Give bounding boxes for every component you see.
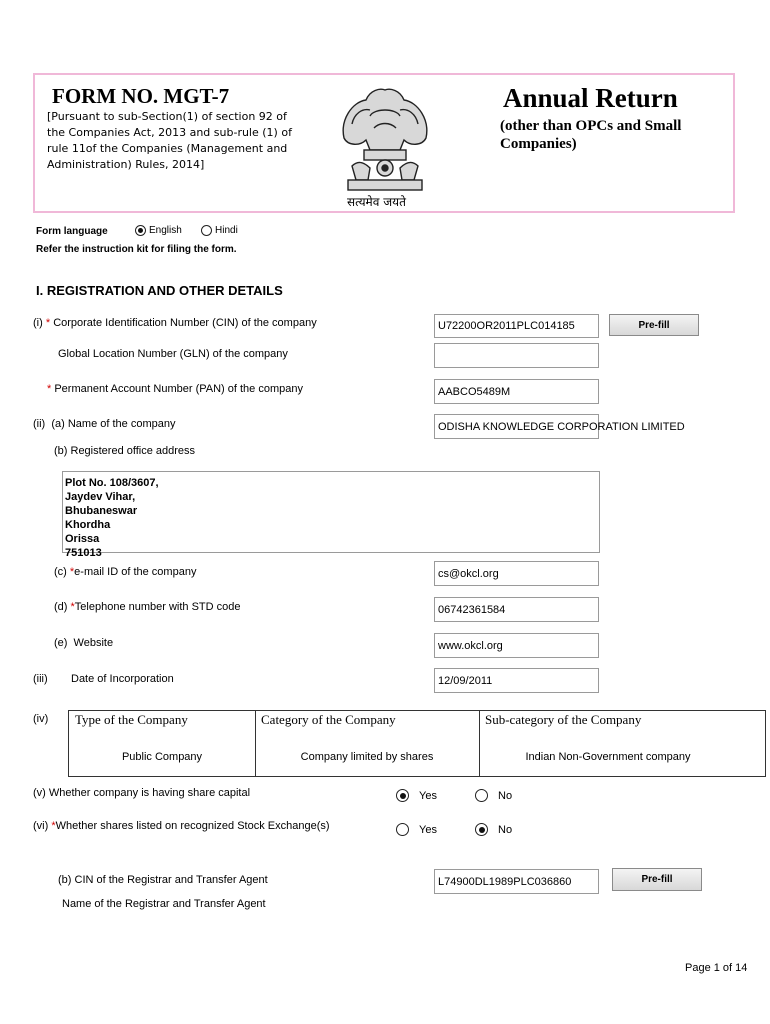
required-star: *	[47, 383, 52, 395]
page-number: Page 1 of 14	[685, 962, 748, 974]
gln-label: Global Location Number (GLN) of the company	[58, 348, 288, 360]
page-title: Annual Return	[503, 83, 678, 113]
table-divider	[255, 711, 256, 776]
cin-label-text: Corporate Identification Number (CIN) of the company	[53, 317, 317, 329]
address-field[interactable]	[62, 471, 600, 559]
company-subcategory-value: Indian Non-Government company	[525, 751, 691, 763]
cin-field[interactable]: U72200OR2011PLC014185	[434, 314, 599, 338]
required-star: *	[69, 566, 75, 578]
share-capital-label: (v) Whether company is having share capital	[33, 787, 251, 799]
rta-name-label: Name of the Registrar and Transfer Agent	[62, 898, 266, 910]
company-type-table	[68, 710, 766, 777]
share-capital-yes-radio[interactable]	[396, 789, 409, 802]
page-subtitle: (other than OPCs and Small Companies)	[500, 118, 682, 152]
email-prefix: (c)	[54, 566, 67, 578]
listed-no-radio[interactable]	[475, 823, 488, 836]
legal-reference: [Pursuant to sub-Section(1) of section 92 of the Companies Act, 2013 and sub-rule (1) of rule 11of the Companies (Management and Administration) Rules, 2014]	[47, 110, 292, 171]
instruction-text: Refer the instruction kit for filing the form.	[36, 244, 237, 255]
listed-yes-option[interactable]	[396, 823, 437, 836]
cin-prefill-button[interactable]: Pre-fill	[609, 314, 699, 336]
table-header-category: Category of the Company	[261, 712, 396, 727]
pan-field[interactable]: AABCO5489M	[434, 379, 599, 404]
cin-prefix: (i)	[33, 317, 43, 329]
email-label	[54, 566, 196, 578]
form-language-label: Form language	[36, 226, 108, 237]
table-header-subcategory: Sub-category of the Company	[485, 712, 642, 727]
language-option-english[interactable]	[135, 225, 182, 236]
address-line: Jaydev Vihar,	[65, 491, 136, 503]
language-option-hindi[interactable]	[201, 225, 238, 236]
address-line: Orissa	[65, 533, 100, 545]
name-prefix: (ii)	[33, 418, 46, 430]
listed-label	[33, 820, 330, 832]
company-type-prefix: (iv)	[33, 713, 49, 725]
listed-no-option[interactable]	[475, 823, 512, 836]
required-star: *	[45, 317, 51, 329]
listed-no-label: No	[498, 823, 513, 836]
incorporation-prefix: (iii)	[33, 673, 48, 685]
email-label-text: e-mail ID of the company	[74, 566, 197, 578]
cin-label	[33, 317, 317, 329]
table-header-type: Type of the Company	[75, 712, 188, 727]
listed-label-text: Whether shares listed on recognized Stock Exchange(s)	[55, 820, 330, 832]
company-name-field[interactable]: ODISHA KNOWLEDGE CORPORATION LIMITED	[434, 414, 599, 439]
website-field[interactable]: www.okcl.org	[434, 633, 599, 658]
share-capital-no-radio[interactable]	[475, 789, 488, 802]
listed-yes-label: Yes	[419, 823, 437, 836]
required-star: *	[70, 601, 75, 613]
state-emblem-icon	[330, 80, 440, 194]
form-number: FORM NO. MGT-7	[52, 84, 230, 108]
address-line: Plot No. 108/3607,	[65, 477, 159, 489]
required-star: *	[51, 820, 56, 832]
phone-field[interactable]: 06742361584	[434, 597, 599, 622]
hindi-label: Hindi	[215, 225, 238, 236]
address-line: 751013	[65, 547, 102, 559]
phone-prefix: (d)	[54, 601, 68, 613]
company-category-value: Company limited by shares	[300, 751, 434, 763]
listed-prefix: (vi)	[33, 820, 49, 832]
address-line: Bhubaneswar	[65, 505, 138, 517]
pan-label-text: Permanent Account Number (PAN) of the company	[54, 383, 303, 395]
email-field[interactable]: cs@okcl.org	[434, 561, 599, 586]
incorporation-date-field[interactable]: 12/09/2011	[434, 668, 599, 693]
section-title: I. REGISTRATION AND OTHER DETAILS	[36, 283, 283, 298]
address-line: Khordha	[65, 519, 111, 531]
rta-cin-label: (b) CIN of the Registrar and Transfer Agent	[58, 874, 268, 886]
hindi-radio[interactable]	[201, 225, 212, 236]
rta-cin-field[interactable]: L74900DL1989PLC036860	[434, 869, 599, 894]
english-label: English	[149, 225, 182, 236]
website-label: (e) Website	[54, 637, 114, 649]
name-label-text: (a) Name of the company	[51, 418, 176, 430]
table-divider	[479, 711, 480, 776]
share-capital-yes-option[interactable]	[396, 789, 437, 802]
share-capital-yes-label: Yes	[419, 789, 437, 802]
pan-label	[47, 383, 303, 395]
phone-label	[54, 601, 241, 613]
company-name-label	[33, 418, 175, 430]
listed-yes-radio[interactable]	[396, 823, 409, 836]
rta-prefill-button[interactable]: Pre-fill	[612, 868, 702, 891]
company-type-value: Public Company	[121, 751, 203, 763]
gln-field[interactable]	[434, 343, 599, 368]
address-label: (b) Registered office address	[54, 445, 196, 457]
emblem-motto: सत्यमेव जयते	[347, 195, 406, 209]
share-capital-no-option[interactable]	[475, 789, 512, 802]
incorporation-label: Date of Incorporation	[71, 673, 174, 685]
share-capital-no-label: No	[498, 789, 513, 802]
english-radio[interactable]	[135, 225, 146, 236]
phone-label-text: Telephone number with STD code	[74, 601, 241, 613]
